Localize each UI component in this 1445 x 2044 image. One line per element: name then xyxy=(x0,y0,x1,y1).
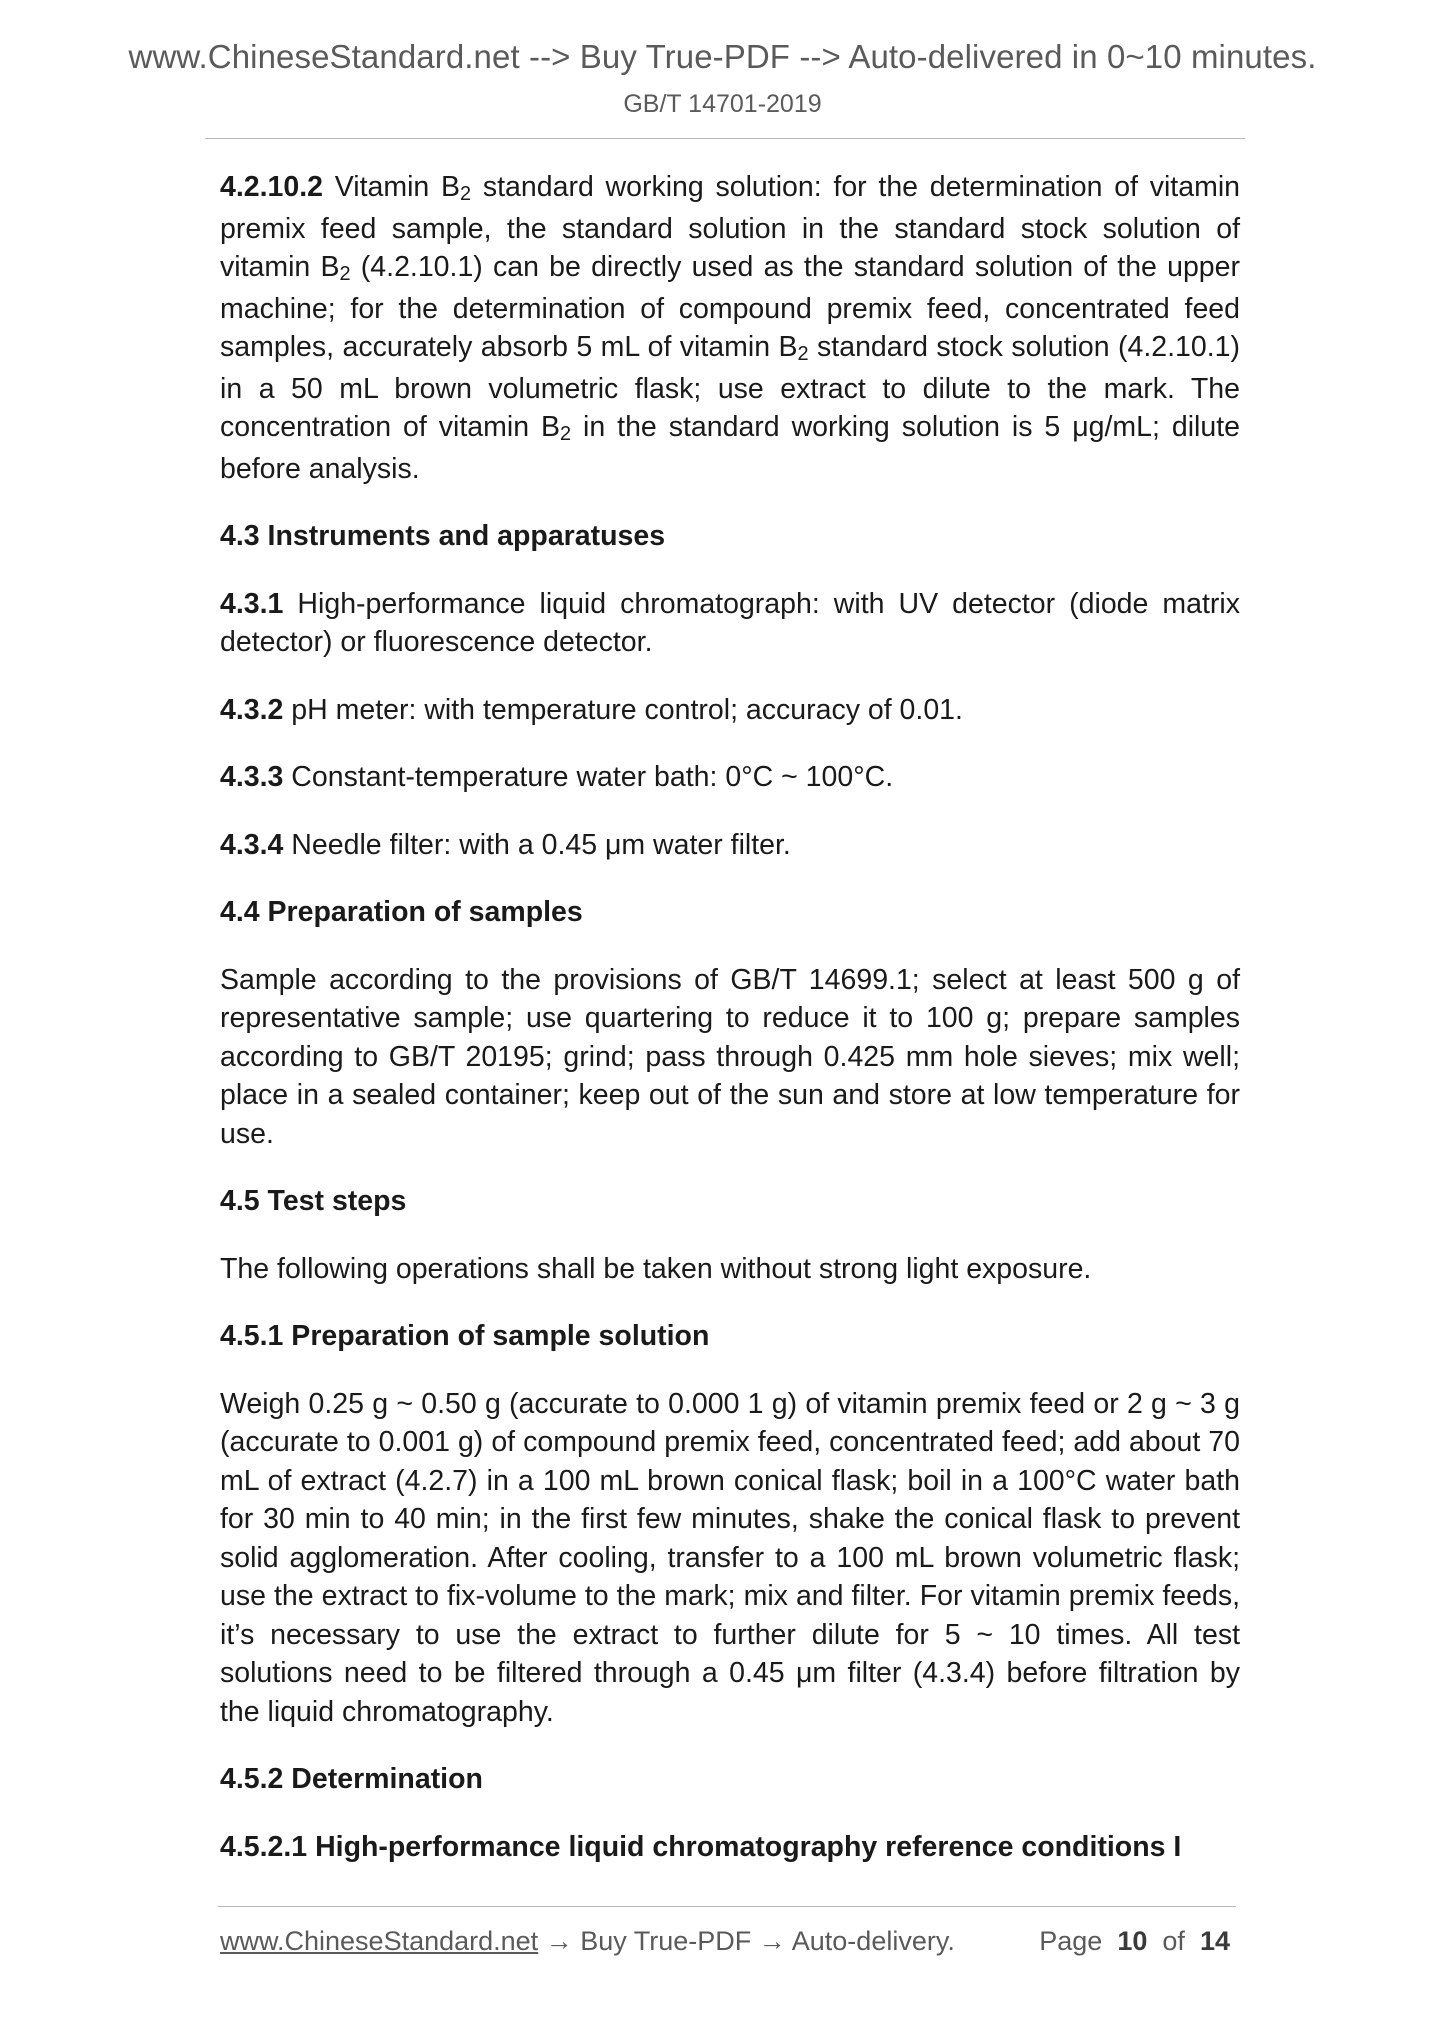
total-page-count: 14 xyxy=(1199,1926,1230,1956)
clause-number: 4.3.2 xyxy=(220,693,284,726)
footer-buy-link[interactable]: Buy True-PDF xyxy=(580,1926,752,1956)
section-heading-4-5: 4.5 Test steps xyxy=(220,1185,407,1217)
paragraph-4-4: Sample according to the provisions of GB/T 14699.1; select at least 500 g of representative sample; use quartering to reduce it to 100 g; prepare samples according to GB/T 20195; grind; pass through 0.425 mm hole sieves; mix well; place in a sealed container; keep out of the sun and store at low temperature for use. xyxy=(220,963,1240,1150)
clause-number: 4.3.4 xyxy=(220,828,284,861)
page-footer xyxy=(220,1926,1230,1957)
arrow-right-icon: → xyxy=(751,1926,792,1956)
clause-number: 4.3.1 xyxy=(220,587,284,620)
clause-4-3-4: 4.3.4 Needle filter: with a 0.45 μm water filter. xyxy=(220,828,791,861)
document-id: GB/T 14701-2019 xyxy=(623,90,822,118)
page-content xyxy=(220,168,1240,1895)
header-banner: www.ChineseStandard.net --> Buy True-PDF --> Auto-delivered in 0~10 minutes. xyxy=(128,38,1317,75)
header-divider xyxy=(205,138,1245,139)
arrow-right-icon: → xyxy=(538,1926,581,1956)
paragraph-4-5: The following operations shall be taken without strong light exposure. xyxy=(220,1252,1092,1285)
current-page-number: 10 xyxy=(1117,1926,1148,1956)
section-heading-4-5-1: 4.5.1 Preparation of sample solution xyxy=(220,1320,710,1352)
footer-website-link[interactable]: www.ChineseStandard.net xyxy=(220,1926,539,1956)
section-heading-4-4: 4.4 Preparation of samples xyxy=(220,896,583,928)
section-heading-4-5-2-1: 4.5.2.1 High-performance liquid chromatography reference conditions I xyxy=(220,1830,1182,1863)
clause-4-2-10-2: 4.2.10.2 Vitamin $B_2$ standard working solution: for the determination of vitamin premix feed sample, the standard solution in the standard stock solution of vitamin $B_2$ (4.2.10.1) can be directly used as the standard solution of the upper machine; for the determination of compound premix feed, concentrated feed samples, accurately absorb 5 mL of vitamin $B_2$ standard stock solution (4.2.10.1) in a 50 mL brown volumetric flask; use extract to dilute to the mark. The concentration of vitamin $B_2$ in the standard working solution is 5 μg/mL; dilute before analysis. xyxy=(220,171,1241,485)
clause-number: 4.3.3 xyxy=(220,761,284,793)
section-heading-4-5-2: 4.5.2 Determination xyxy=(220,1763,483,1795)
clause-4-3-1: 4.3.1 High-performance liquid chromatograph: with UV detector (diode matrix detector) or fluorescence detector. xyxy=(220,587,1240,658)
section-heading-4-3: 4.3 Instruments and apparatuses xyxy=(220,520,666,552)
clause-number: 4.2.10.2 xyxy=(220,171,324,203)
paragraph-4-5-1: Weigh 0.25 g ~ 0.50 g (accurate to 0.000 1 g) of vitamin premix feed or 2 g ~ 3 g (accurate to 0.001 g) of compound premix feed, concentrated feed; add about 70 mL of extract (4.2.7) in a 100 mL brown conical flask; boil in a 100°C water bath for 30 min to 40 min; in the first few minutes, shake the conical flask to prevent solid agglomeration. After cooling, transfer to a 100 mL brown volumetric flask; use the extract to fix-volume to the mark; mix and filter. For vitamin premix feeds, it’s necessary to use the extract to further dilute for 5 ~ 10 times. All test solutions need to be filtered through a 0.45 μm filter (4.3.4) before filtration by the liquid chromatography. xyxy=(220,1387,1240,1728)
footer-divider xyxy=(218,1906,1236,1907)
clause-4-3-3: 4.3.3 Constant-temperature water bath: 0°C ~ 100°C. xyxy=(220,761,894,793)
page-indicator: Page 10 of 14 xyxy=(1039,1926,1230,1956)
footer-delivery-text: Auto-delivery. xyxy=(791,1926,955,1956)
clause-4-3-2: 4.3.2 pH meter: with temperature control; accuracy of 0.01. xyxy=(220,693,963,726)
